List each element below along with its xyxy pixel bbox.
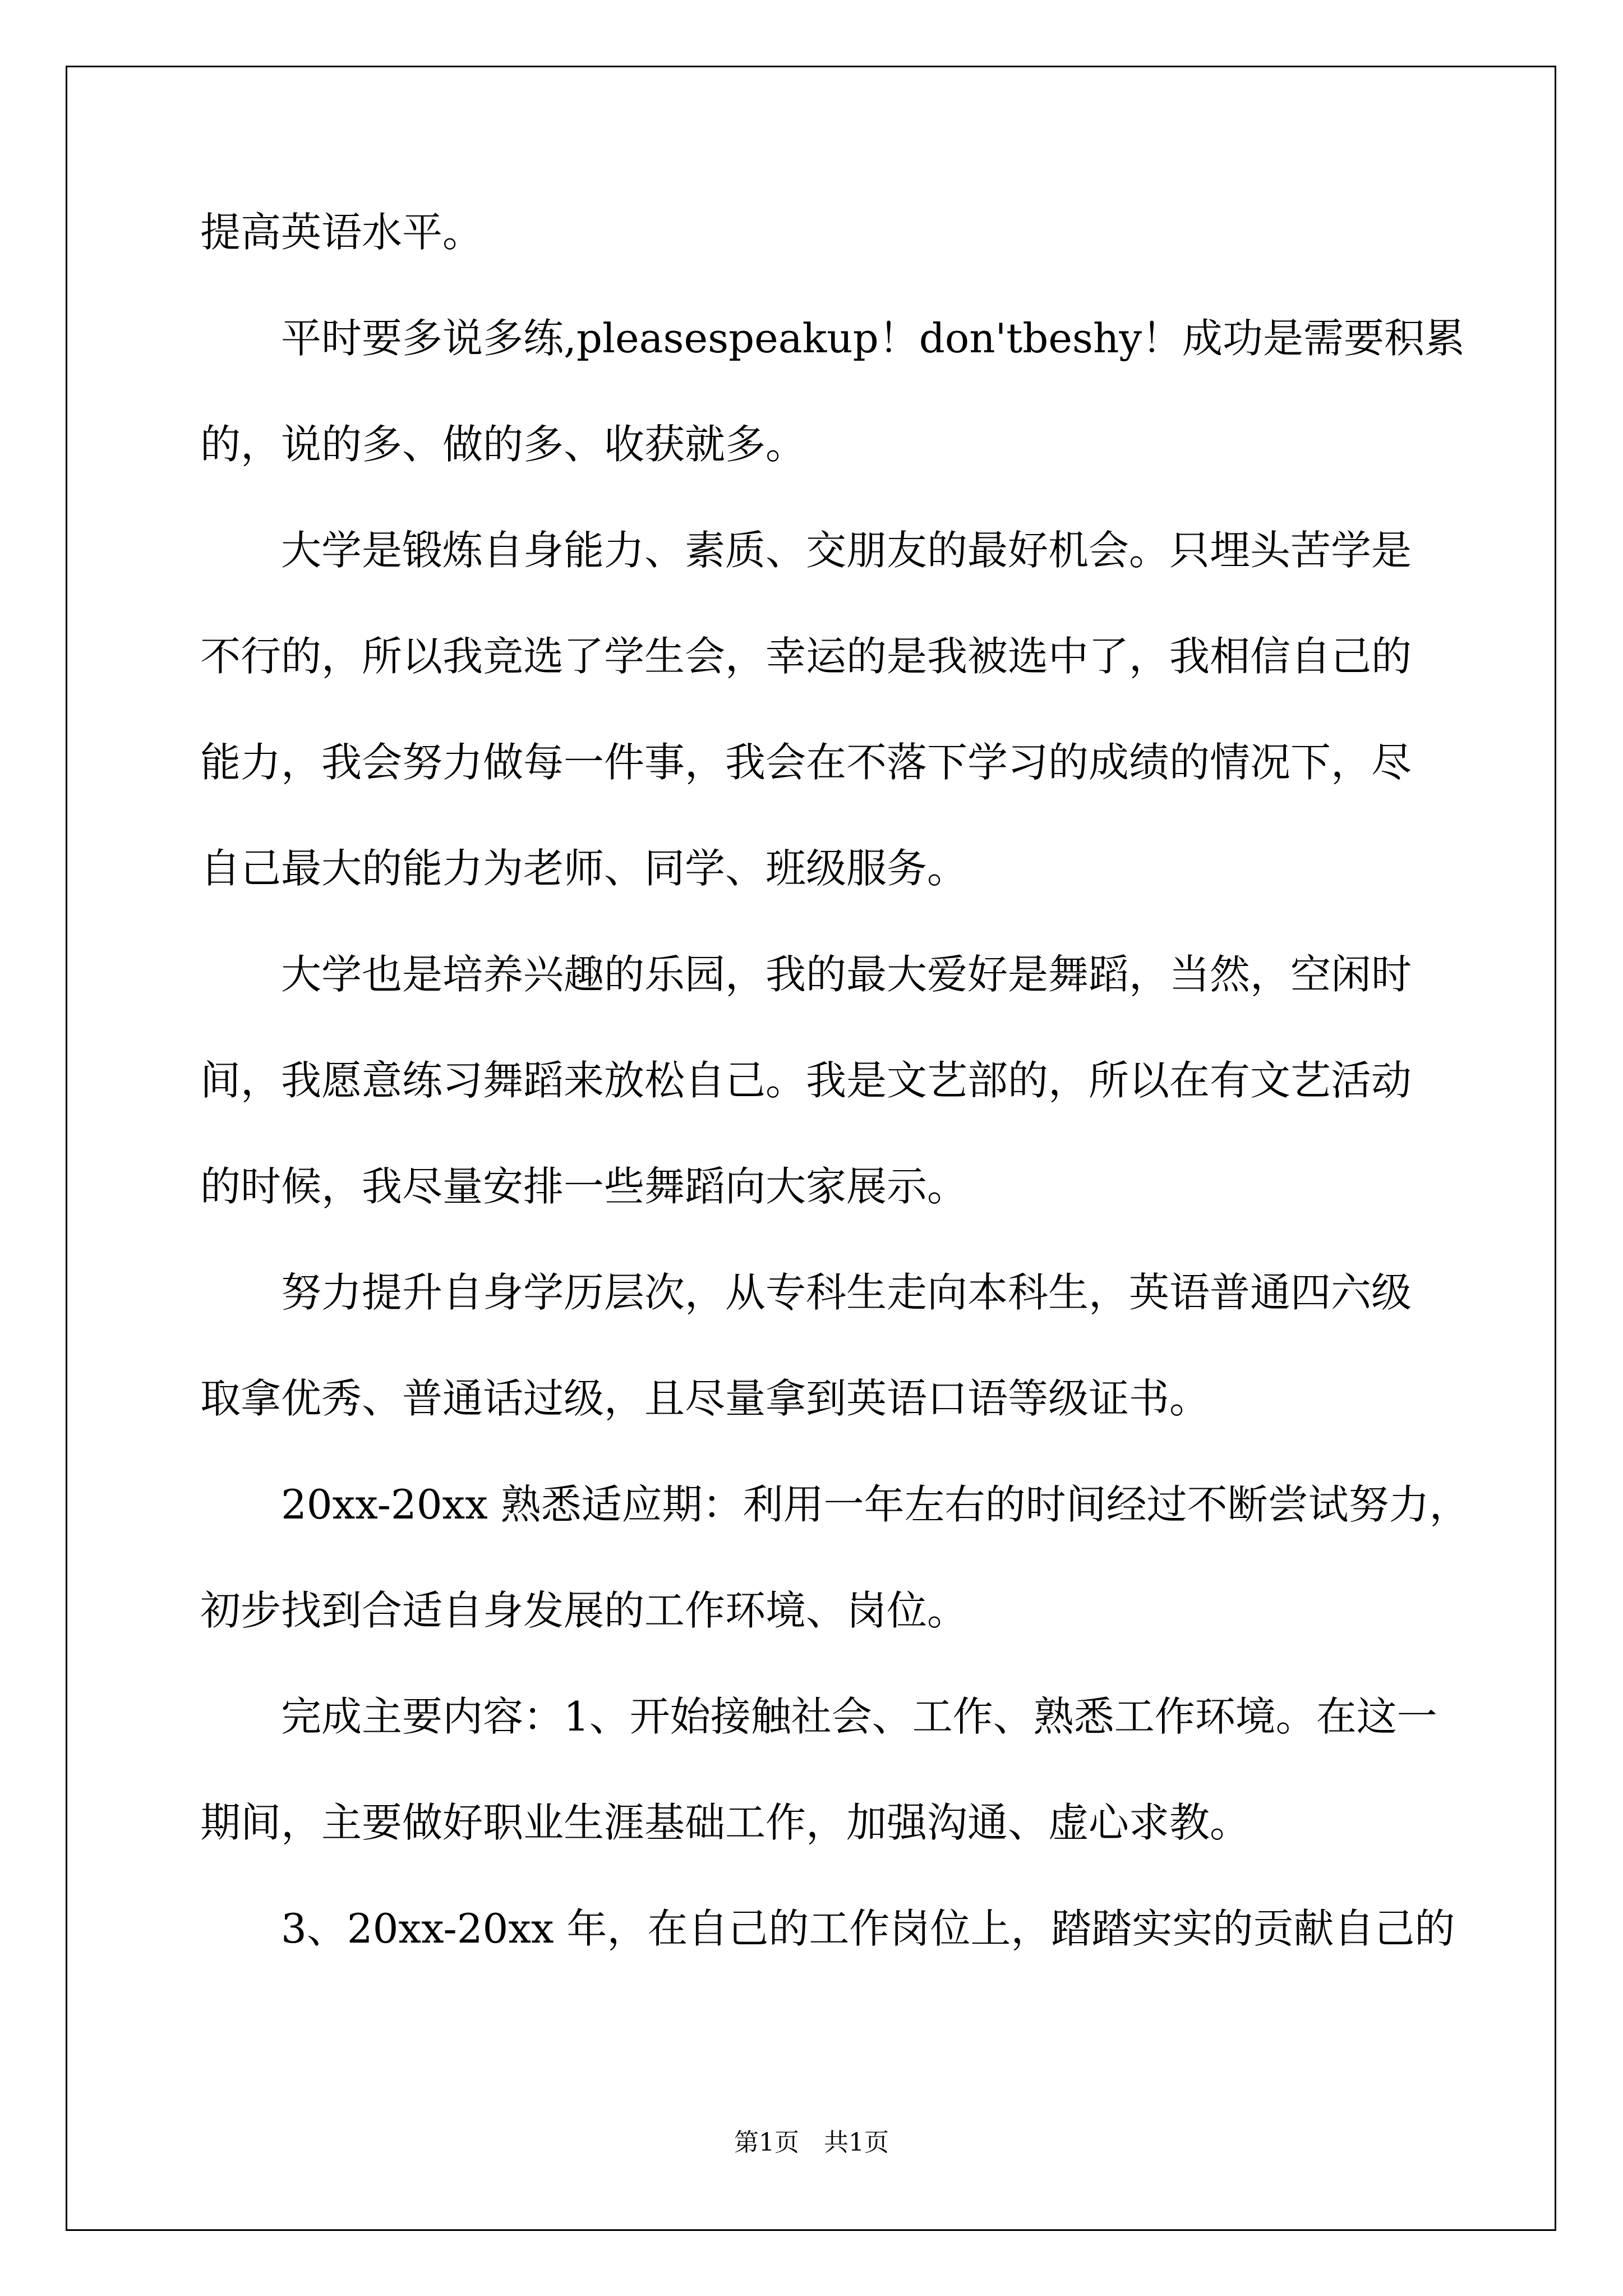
text-line-11: 努力提升自身学历层次，从专科生走向本科生，英语普通四六级 [281,1269,1412,1316]
text-line-5: 不行的，所以我竞选了学生会，幸运的是我被选中了，我相信自己的 [200,633,1412,680]
text-line-16: 期间，主要做好职业生涯基础工作，加强沟通、虚心求教。 [200,1799,1251,1846]
text-line-13: 20xx-20xx 熟悉适应期：利用一年左右的时间经过不断尝试努力， [281,1481,1470,1528]
text-line-10: 的时候，我尽量安排一些舞蹈向大家展示。 [200,1163,968,1210]
text-line-17: 3、20xx-20xx 年，在自己的工作岗位上，踏踏实实的贡献自己的 [281,1905,1455,1952]
text-line-9: 间，我愿意练习舞蹈来放松自己。我是文艺部的，所以在有文艺活动 [200,1057,1412,1104]
text-line-1: 提高英语水平。 [200,209,483,256]
text-line-2: 平时要多说多练,pleasespeakup！don'tbeshy！成功是需要积累 [281,315,1465,362]
text-line-6: 能力，我会努力做每一件事，我会在不落下学习的成绩的情况下，尽 [200,739,1412,786]
text-line-8: 大学也是培养兴趣的乐园，我的最大爱好是舞蹈，当然，空闲时 [281,951,1412,998]
text-line-15: 完成主要内容：1、开始接触社会、工作、熟悉工作环境。在这一 [281,1693,1437,1740]
text-line-4: 大学是锻炼自身能力、素质、交朋友的最好机会。只埋头苦学是 [281,527,1412,574]
text-line-14: 初步找到合适自身发展的工作环境、岗位。 [200,1587,968,1634]
text-line-12: 取拿优秀、普通话过级，且尽量拿到英语口语等级证书。 [200,1375,1210,1422]
page-footer: 第1页 共1页 [734,2128,889,2157]
text-line-7: 自己最大的能力为老师、同学、班级服务。 [200,845,968,892]
text-line-3: 的，说的多、做的多、收获就多。 [200,421,806,468]
